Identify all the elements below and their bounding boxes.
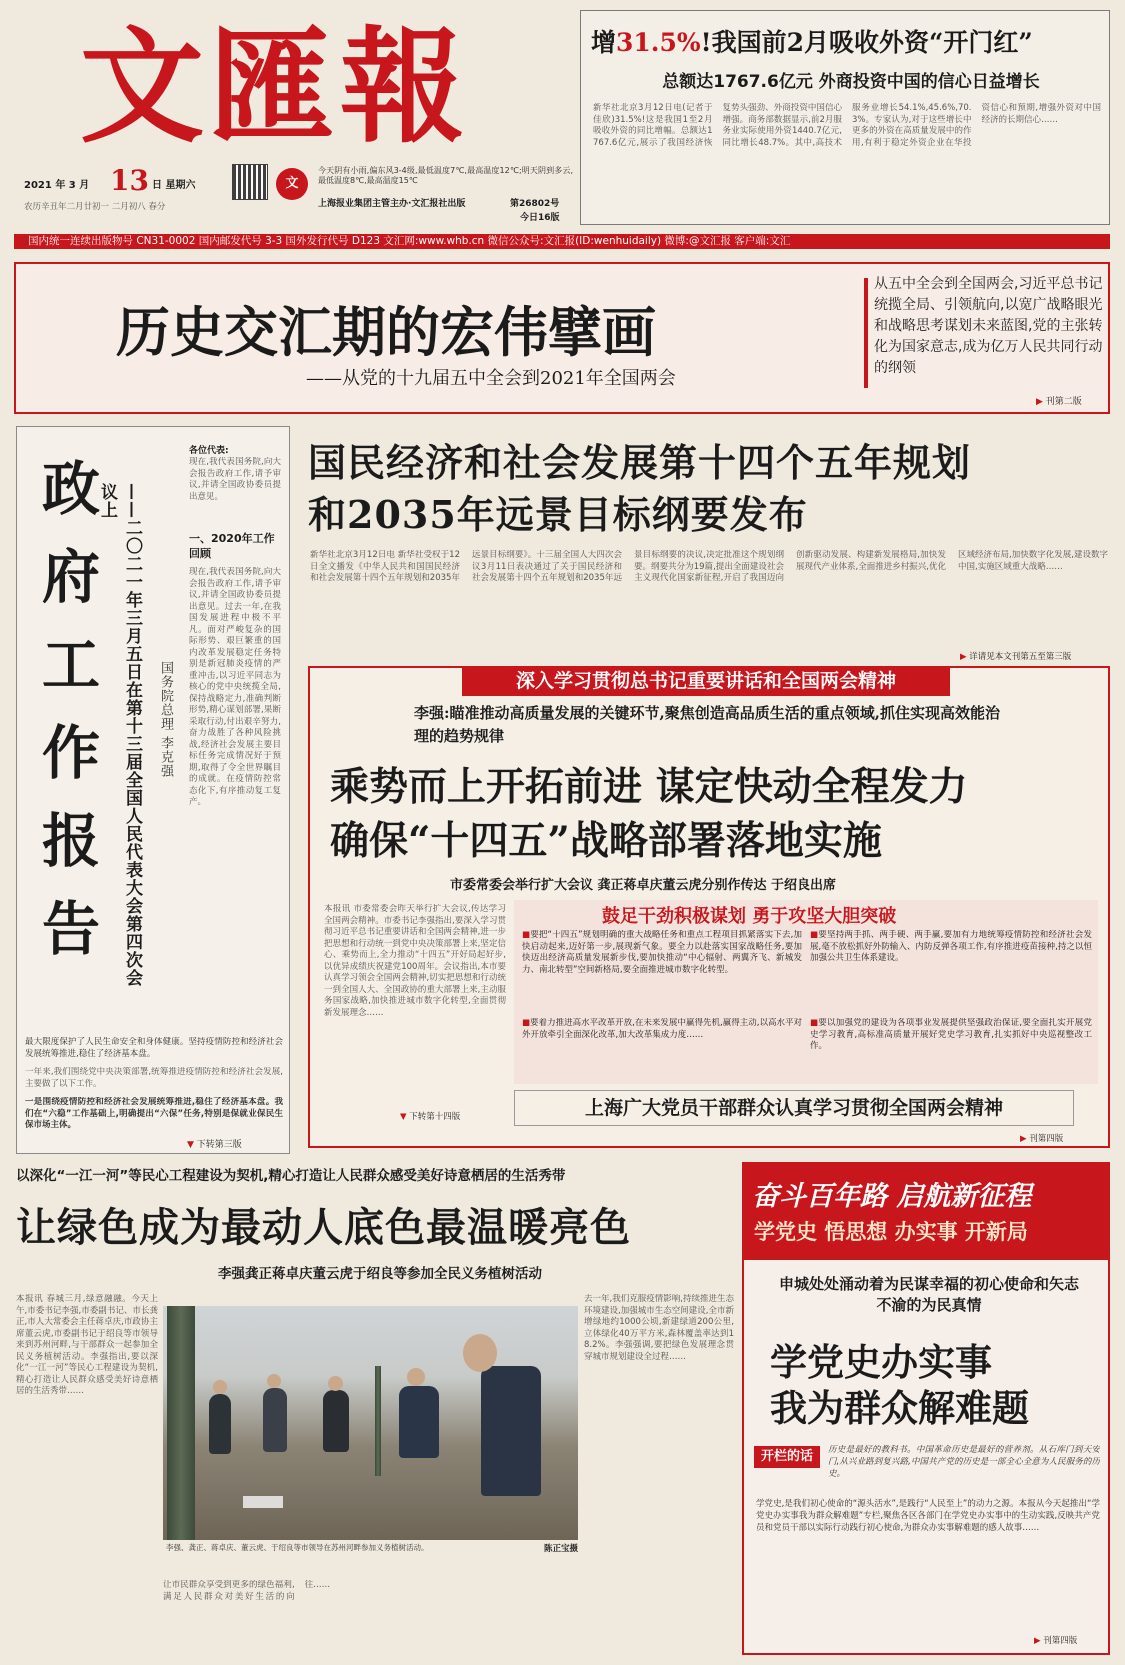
paper-logo-seal: 文 [276, 168, 308, 200]
right-jump[interactable] [1034, 1634, 1104, 1647]
sapling [375, 1366, 381, 1476]
points-panel [514, 900, 1098, 1084]
person-figure [209, 1394, 231, 1454]
square-bullet-icon: ■ [810, 1018, 819, 1028]
banner-jump-label: 刊第二版 [1045, 397, 1082, 407]
person-figure [263, 1388, 287, 1452]
right-lead: 申城处处涌动着为民谋幸福的初心使命和矢志不渝的为民真情 [778, 1275, 1079, 1314]
title-char: 作 [41, 719, 100, 787]
right-body: 学党史,是我们初心使命的“源头活水”,是践行“人民至上”的动力之源。本报从今天起推出“学党史办实事我为群众解难题”专栏,聚焦各区各部门在学党史办实事中的生动实践,反映共产党员和党员干部以实际行动践行初心使命,为群众办实事解难题的感人故事…… [756, 1499, 1100, 1533]
gov-report-author: 国务院总理 李克强 [158, 661, 173, 779]
center-bottom-jump[interactable] [1020, 1132, 1100, 1145]
point-text: 要以加强党的建设为各项事业发展提供坚强政治保证,要全面扎实开展党史学习教育,高标准高质量开展好党史学习教育,扎实抓好中央巡视整改工作。 [810, 1018, 1092, 1051]
page-count: 今日16版 [520, 213, 560, 223]
spacer [189, 433, 199, 443]
square-bullet-icon: ■ [522, 930, 531, 940]
arrow-right-icon: ▶ [960, 652, 967, 662]
arrow-right-icon: ▶ [1034, 1636, 1041, 1646]
square-bullet-icon: ■ [522, 1018, 531, 1028]
marker-post [243, 1496, 283, 1508]
center-lead: 李强:瞄准推动高质量发展的关键环节,聚焦创造高品质生活的重点领域,抓住实现高效能治理的趋势规律 [414, 704, 1000, 745]
green-kicker: 以深化“一江一河”等民心工程建设为契机,精心打造让人民群众感受美好诗意栖居的生活秀带 [16, 1168, 566, 1182]
person-figure [481, 1366, 541, 1496]
right-headline-1[interactable]: 学党史办实事 [770, 1340, 992, 1384]
right-jump-label: 刊第四版 [1043, 1636, 1078, 1646]
center-feature-box [308, 666, 1110, 1148]
center-jump[interactable] [400, 1110, 500, 1123]
lunar-date: 农历辛丑年二月廿初一 二月初八 春分 [24, 202, 166, 212]
band-subtitle: 学党史 悟思想 办实事 开新局 [754, 1220, 1028, 1244]
weekday: 日 星期六 [152, 180, 196, 191]
tree-planting-photo [163, 1306, 578, 1540]
center-jump-label: 下转第十四版 [409, 1112, 461, 1122]
person-figure [323, 1390, 349, 1452]
publication-info-strip: 国内统一连续出版物号 CN31-0002 国内邮发代号 3-3 国外发行代号 D123 文汇网:www.whb.cn 微信公众号:文汇报(ID:wenhuidaily) 微博:@文汇报 客户端:文汇 [14, 234, 1110, 249]
center-headline-1[interactable]: 乘势而上开拓前进 谋定快动全程发力 [330, 764, 968, 810]
center-bottom-banner[interactable]: 上海广大党员干部群众认真学习贯彻全国两会精神 [514, 1090, 1074, 1126]
party-history-column [742, 1162, 1110, 1655]
center-headline-2[interactable]: 确保“十四五”战略部署落地实施 [330, 818, 882, 864]
headline-rest: !我国前2月吸收外资“开门红” [700, 28, 1033, 57]
gov-report-box [16, 426, 290, 1154]
headline-pre: 增 [591, 28, 617, 57]
qr-code [232, 164, 268, 200]
top-story-box [580, 10, 1110, 225]
top-story-subheadline: 总额达1767.6亿元 外商投资中国的信心日益增长 [662, 72, 1040, 92]
top-story-headline[interactable] [591, 23, 1101, 59]
arrow-right-icon: ▶ [1020, 1134, 1027, 1144]
green-body-right: 去一年,我们克服疫情影响,持续推进生态环境建设,加强城市生态空间建设,全市新增绿地约1000公顷,新建绿道200公里,立体绿化40万平方米,森林覆盖率达到18.2%。李强强调,要把绿色发展理念贯穿城市规划建设全过程…… [584, 1294, 734, 1362]
person-head [213, 1380, 227, 1394]
center-tag: 深入学习贯彻总书记重要讲话和全国两会精神 [462, 666, 950, 696]
publisher: 上海报业集团主管主办·文汇报社出版 [318, 199, 466, 209]
arrow-down-icon: ▼ [187, 1140, 194, 1150]
gov-intro: 现在,我代表国务院,向大会报告政府工作,请予审议,并请全国政协委员提出意见。 [189, 457, 281, 502]
gov-report-title[interactable] [31, 445, 111, 985]
square-bullet-icon: ■ [810, 930, 819, 940]
gov-report-subtitle: ——二〇二一年三月五日在第十三届全国人民代表大会第四次会议上 [97, 483, 142, 987]
mural-banner [14, 262, 1110, 414]
point-text: 要着力推进高水平改革开放,在未来发展中赢得先机,赢得主动,以高水平对外开放牵引全面深化改革,加大改革集成力度…… [522, 1018, 802, 1040]
point-item [810, 1018, 1092, 1078]
point-item [522, 1018, 802, 1078]
tree-trunk [167, 1306, 195, 1540]
arrow-down-icon: ▼ [400, 1112, 407, 1122]
person-head [328, 1376, 343, 1391]
banner-title[interactable]: 历史交汇期的宏伟擘画 [116, 300, 656, 364]
gov-note: 一年来,我们围绕党中央决策部署,统筹推进疫情防控和经济社会发展,主要做了以下工作。 [25, 1067, 283, 1089]
gov-jump-label: 下转第三版 [196, 1140, 242, 1150]
party-history-band [744, 1164, 1108, 1260]
person-head [407, 1368, 425, 1386]
date-day: 13 [110, 164, 149, 197]
main-headline-line2[interactable]: 和2035年远景目标纲要发布 [308, 492, 808, 537]
gov-jump[interactable] [187, 1137, 285, 1151]
top-story-body: 新华社北京3月12日电(记者于佳欣)31.5%!这是我国1至2月吸收外资的同比增幅。总额达1767.6亿元,展示了我国经济恢复势头强劲、外商投资中国信心增强。商务部数据显示,前2月服务业实际使用外资1440.7亿元,同比增长48.7%。其中,高技术服务业增长54.1%,45.6%,70.3%。专家认为,对于这些增长中更多的外资在高质量发展中的作用,有利于稳定外资企业在华投资信心和预期,增强外资对中国经济的长期信心…… [593, 103, 1101, 148]
masthead-title: 文匯報 [80, 15, 471, 160]
banner-side-rule [864, 278, 868, 388]
gov-greeting: 各位代表: [189, 446, 229, 456]
issue-number: 第26802号 [510, 199, 560, 209]
person-head [463, 1334, 497, 1372]
green-body-left: 本报讯 春城三月,绿意融融。今天上午,市委书记李强,市委副书记、市长龚正,市人大常委会主任蒋卓庆,市政协主席董云虎,市委副书记于绍良等市领导来到苏州河畔,与干部群众一起参加全民义务植树活动。李强指出,要以深化“一江一河”等民心工程建设为契机,精心打造让人民群众感受美好诗意栖居的生活秀带…… [16, 1294, 158, 1396]
center-body: 本报讯 市委常委会昨天举行扩大会议,传达学习全国两会精神。市委书记李强指出,要深入学习贯彻习近平总书记重要讲话和全国两会精神,进一步把思想和行动统一到党中央决策部署上来,坚定信心、乘势而上,全力推动“十四五”开好局起好步,以优异成绩庆祝建党100周年。会议指出,本市要认真学习领会全国两会精神,切实把思想和行动统一到全国人大、全国政协的重大部署上来,主动服务国家战略,加快推进城市数字化转型,全面贯彻新发展理念…… [324, 904, 506, 1018]
person-figure [399, 1386, 439, 1458]
main-story-body: 新华社北京3月12日电 新华社受权于12日全文播发《中华人民共和国国民经济和社会发展第十四个五年规划和2035年远景目标纲要》。十三届全国人大四次会议3月11日表决通过了关于国民经济和社会发展第十四个五年规划和2035年远景目标纲要的决议,决定批准这个规划纲要。纲要共分为19篇,提出全面建设社会主义现代化国家新征程,开启了我国迈向创新驱动发展、构建新发展格局,加快发展现代产业体系,全面推进乡村振兴,优化区域经济布局,加快数字化发展,建设数字中国,实施区域重大战略…… [310, 550, 1108, 583]
green-headline[interactable]: 让绿色成为最动人底色最温暖亮色 [16, 1204, 631, 1251]
gov-body-2: 最大限度保护了人民生命安全和身体健康。坚持疫情防控和经济社会发展统筹推进,稳住了经济基本盘。 [25, 1037, 283, 1059]
person-head [267, 1374, 281, 1388]
point-item [810, 930, 1092, 1012]
gov-body-3: 一是围绕疫情防控和经济社会发展统筹推进,稳住了经济基本盘。我们在“六稳”工作基础上,明确提出“六保”任务,特别是保就业保民生保市场主体。 [25, 1097, 283, 1130]
center-subline: 市委常委会举行扩大会议 龚正蒋卓庆董云虎分别作传达 于绍良出席 [450, 878, 837, 893]
weather-forecast: 今天阴有小雨,偏东风3-4级,最低温度7℃,最高温度12℃;明天阴到多云,最低温度8℃,最高温度15℃ [318, 166, 573, 185]
column-intro: 历史是最好的教科书。中国革命历史是最好的营养剂。从石库门到天安门,从兴业路到复兴路,中国共产党的历史是一部全心全意为人民服务的历史。 [828, 1445, 1100, 1479]
title-char: 报 [41, 807, 100, 875]
title-char: 工 [41, 631, 100, 699]
green-body-bottom: 让市民群众享受到更多的绿色福利,满足人民群众对美好生活的向往…… [163, 1580, 331, 1602]
point-text: 要把“十四五”规划明确的重大战略任务和重点工程项目抓紧落实下去,加快启动起来,迈好第一步,展现新气象。要全力以赴落实国家战略任务,要加快迈出经济高质量发展新步伐,要加快推动“中心辐射、两翼齐飞、新城发力、南北转型”空间新格局,要全面推进城市数字化转型。 [522, 930, 802, 975]
main-story-jump[interactable] [960, 650, 1110, 663]
arrow-right-icon: ▶ [1036, 397, 1043, 407]
green-subline: 李强龚正蒋卓庆董云虎于绍良等参加全民义务植树活动 [218, 1266, 542, 1282]
banner-jump[interactable] [1036, 394, 1106, 408]
photo-caption: 李强、龚正、蒋卓庆、董云虎、于绍良等市领导在苏州河畔参加义务植树活动。 [166, 1543, 429, 1552]
title-char: 告 [41, 895, 100, 963]
gov-body: 现在,我代表国务院,向大会报告政府工作,请予审议,并请全国政协委员提出意见。过去一年,在我国发展进程中极不平凡。面对严峻复杂的国际形势、艰巨繁重的国内改革发展稳定任务特别是新冠肺炎疫情的严重冲击,以习近平同志为核心的党中央统揽全局,保持战略定力,准确判断形势,精心谋划部署,果断采取行动,付出艰辛努力,奋力战胜了各种风险挑战,经济社会发展主要目标任务完成情况好于预期,取得了令全世界瞩目的成就。在疫情防控常态化下,有序推动复工复产。 [189, 567, 281, 807]
center-bottom-jump-label: 刊第四版 [1029, 1134, 1064, 1144]
title-char: 府 [41, 543, 100, 611]
title-char: 政 [41, 455, 100, 523]
right-headline-2[interactable]: 我为群众解难题 [770, 1386, 1029, 1430]
date-year-month: 2021 年 3 月 [24, 180, 90, 191]
column-label: 开栏的话 [754, 1446, 820, 1468]
main-story-jump-label: 详请见本文刊第五至第三版 [969, 652, 1072, 662]
points-headline: 鼓足干劲积极谋划 勇于攻坚大胆突破 [602, 906, 897, 927]
banner-side-text: 从五中全会到全国两会,习近平总书记统揽全局、引领航向,以宽广战略眼光和战略思考谋划未来蓝图,党的主张转化为国家意志,成为亿万人民共同行动的纲领 [874, 276, 1103, 376]
main-headline-line1[interactable]: 国民经济和社会发展第十四个五年规划 [308, 440, 972, 485]
banner-subtitle: ——从党的十九届五中全会到2021年全国两会 [306, 368, 676, 389]
point-item [522, 930, 802, 1012]
gov-section-label: 一、2020年工作回顾 [189, 532, 275, 560]
point-text: 要坚持两手抓、两手硬、两手赢,要加有力地统筹疫情防控和经济社会发展,毫不放松抓好外防输入、内防反弹各项工作,有序推进疫苗接种,持之以恒加强公共卫生体系建设。 [810, 930, 1092, 963]
headline-percent: 31.5% [616, 28, 701, 57]
band-title: 奋斗百年路 启航新征程 [752, 1181, 1032, 1212]
photo-credit: 陈正宝摄 [543, 1544, 578, 1554]
